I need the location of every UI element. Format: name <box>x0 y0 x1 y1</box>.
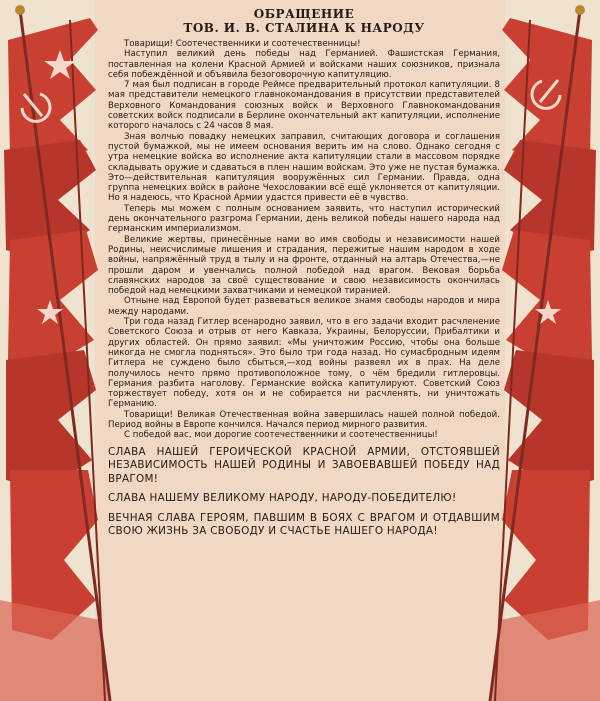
slogan: СЛАВА НАШЕЙ ГЕРОИЧЕСКОЙ КРАСНОЙ АРМИИ, ОТСТОЯВШЕЙ НЕЗАВИСИМОСТЬ НАШЕЙ РОДИНЫ И ЗАВОЕВАВШЕЙ ПОБЕДУ НАД ВРАГОМ! <box>108 445 500 485</box>
slogan: СЛАВА НАШЕМУ ВЕЛИКОМУ НАРОДУ, НАРОДУ-ПОБЕДИТЕЛЮ! <box>108 492 457 505</box>
paragraph: Отныне над Европой будет развеваться великое знамя свободы народов и мира между народами. <box>108 296 500 317</box>
right-pole-finial <box>575 5 585 15</box>
paragraph: Товарищи! Великая Отечественная война завершилась нашей полной победой. Период войны в Европе кончился. Начался период мирного развития. <box>108 409 500 430</box>
paragraph: 7 мая был подписан в городе Реймсе предварительный протокол капитуляции. 8 мая представители немецкого главнокомандования в присутствии представителей Верховного Командования союзных войск и Верховного Главнокомандования советских войск подписали в Берлине окончательный акт капитуляции, исполнение которого началось с 24 часов 8 мая. <box>108 80 500 132</box>
slogan: ВЕЧНАЯ СЛАВА ГЕРОЯМ, ПАВШИМ В БОЯХ С ВРАГОМ И ОТДАВШИМ СВОЮ ЖИЗНЬ ЗА СВОБОДУ И СЧАСТЬЕ НАШЕГО НАРОДА! <box>108 511 500 538</box>
document-subtitle: ТОВ. И. В. СТАЛИНА К НАРОДУ <box>183 21 425 35</box>
paragraph-greeting: Товарищи! Соотечественники и соотечественницы! <box>124 39 361 49</box>
left-pole-finial <box>15 5 25 15</box>
document-title: ОБРАЩЕНИЕ <box>253 7 355 21</box>
paragraph: Три года назад Гитлер всенародно заявил, что в его задачи входит расчленение Советского Союза и отрыв от него Кавказа, Украины, Белоруссии, Прибалтики и других областей. Он прямо заявил: «Мы уничтожим Россию, чтобы она больше никогда не смогла подняться». Это было три года назад. Но сумасбродным идеям Гитлера не суждено было сбыться,—ход войны развеял их в прах. На деле получилось нечто прямо противоположное тому, о чём бредили гитлеровцы. Германия разбита наголову. Германские войска капитулируют. Советский Союз торжествует победу, хотя он и не собирается ни расчленять, ни уничтожать Германию. <box>108 317 500 410</box>
paragraph: Великие жертвы, принесённые нами во имя свободы и независимости нашей Родины, неисчислимые лишения и страдания, пережитые нашим народом в ходе войны, напряжённый труд в тылу и на фронте, отданный на алтарь Отечества,—не прошли даром и увенчались полной победой над врагом. Вековая борьба славянских народов за своё существование и свою независимость окончилась победой над немецкими захватчиками и немецкой тиранией. <box>108 234 500 297</box>
paragraph: Зная волчью повадку немецких заправил, считающих договора и соглашения пустой бумажкой, мы не имеем основания верить им на слово. Однако сегодня с утра немецкие войска во исполнение акта капитуляции стали в массовом порядке складывать оружие и сдаваться в плен нашим войскам. Это уже не пустая бумажка. Это—действительная капитуляция вооружённых сил Германии. Правда, одна группа немецких войск в районе Чехословакии всё ещё уклоняется от капитуляции. Но я надеюсь, что Красной Армии удастся привести её в чувство. <box>108 131 500 204</box>
paragraph: Наступил великий день победы над Германией. Фашистская Германия, поставленная на колени Красной Армией и войсками наших союзников, признала себя побеждённой и объявила безоговорочную капитуляцию. <box>108 49 500 80</box>
paragraph-closing: С победой вас, мои дорогие соотечественники и соотечественницы! <box>124 430 438 441</box>
document-text <box>108 6 500 694</box>
paragraph: Теперь мы можем с полным основанием заявить, что наступил исторический день окончательного разгрома Германии, день великой победы нашего народа над германским империализмом. <box>108 203 500 235</box>
